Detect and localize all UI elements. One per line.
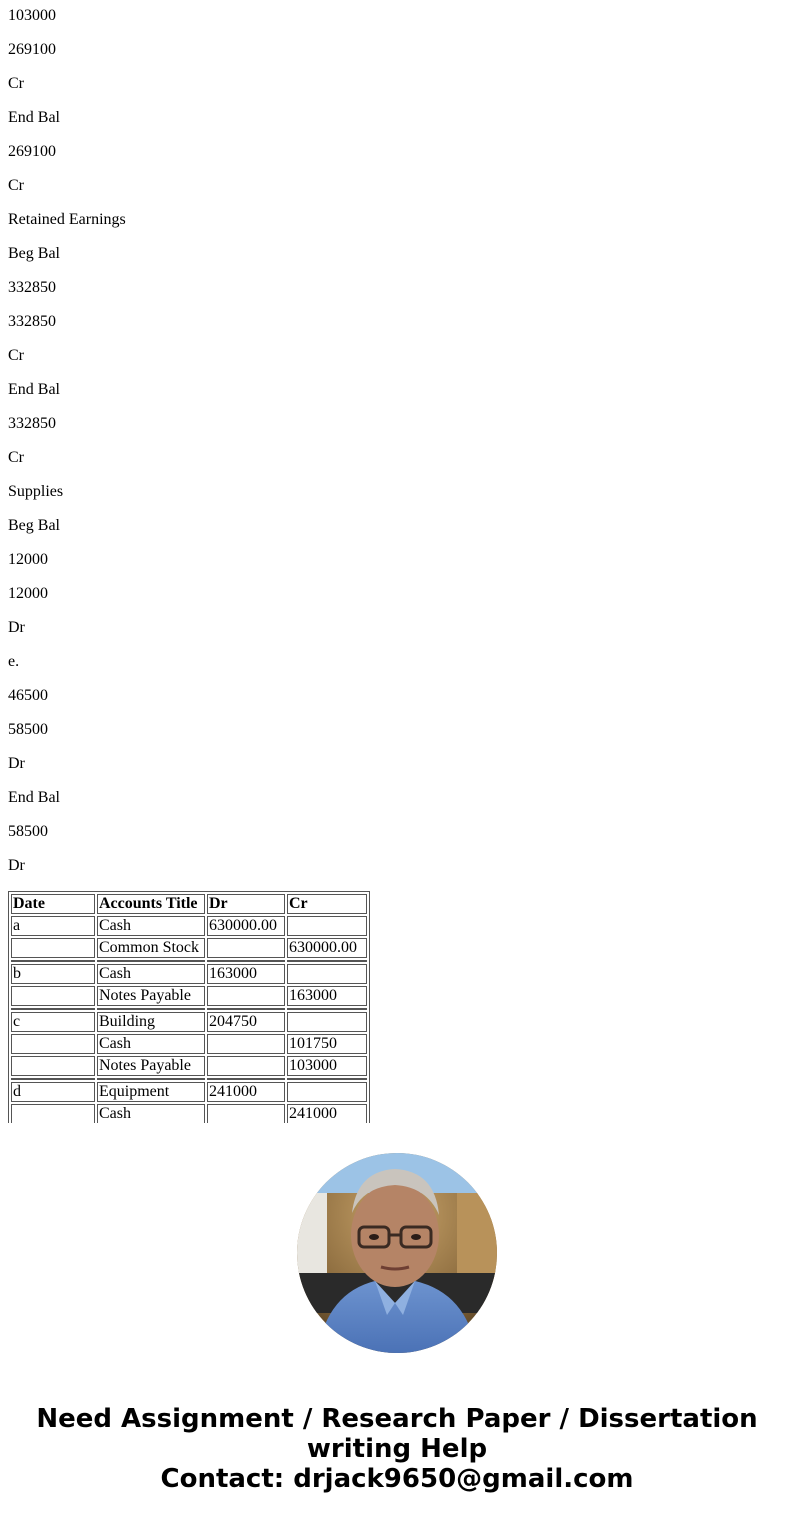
text-line: Beg Bal <box>8 517 60 534</box>
text-line: 269100 <box>8 41 56 58</box>
separator-cell <box>97 1008 205 1010</box>
cell-dr <box>207 938 285 958</box>
text-line: 58500 <box>8 721 48 738</box>
footer-line-1: Need Assignment / Research Paper / Dissertation <box>36 1404 758 1434</box>
text-line: 46500 <box>8 687 48 704</box>
text-line: 332850 <box>8 279 56 296</box>
cell-cr <box>287 1082 367 1102</box>
text-line: 12000 <box>8 551 48 568</box>
cell-account-title: Cash <box>97 1034 205 1054</box>
separator-cell <box>287 1078 367 1080</box>
cell-account-title: Cash <box>97 964 205 984</box>
text-line: 58500 <box>8 823 48 840</box>
table-row <box>11 938 367 958</box>
footer-promo <box>0 1404 794 1494</box>
header-cr: Cr <box>287 894 367 914</box>
cell-account-title: Cash <box>97 916 205 936</box>
cell-date <box>11 1056 95 1076</box>
separator-cell <box>207 960 285 962</box>
table-row <box>11 1082 367 1102</box>
table-row <box>11 1056 367 1076</box>
text-line: Cr <box>8 75 24 92</box>
text-line: 12000 <box>8 585 48 602</box>
table-header-row <box>11 894 367 914</box>
text-line: End Bal <box>8 109 60 126</box>
table-row <box>11 964 367 984</box>
separator-cell <box>207 1078 285 1080</box>
entry-separator <box>11 1008 367 1010</box>
text-line: e. <box>8 653 20 670</box>
header-date: Date <box>11 894 95 914</box>
cell-account-title: Common Stock <box>97 938 205 958</box>
text-line: 103000 <box>8 7 56 24</box>
cell-date: b <box>11 964 95 984</box>
separator-cell <box>11 960 95 962</box>
separator-cell <box>11 1078 95 1080</box>
cell-cr: 241000 <box>287 1104 367 1123</box>
cell-dr: 163000 <box>207 964 285 984</box>
cell-account-title: Notes Payable <box>97 986 205 1006</box>
text-line: Cr <box>8 177 24 194</box>
text-line: End Bal <box>8 381 60 398</box>
text-line: 269100 <box>8 143 56 160</box>
cell-date: c <box>11 1012 95 1032</box>
cell-dr: 241000 <box>207 1082 285 1102</box>
text-line: 332850 <box>8 313 56 330</box>
separator-cell <box>287 1008 367 1010</box>
cell-account-title: Equipment <box>97 1082 205 1102</box>
table-row <box>11 916 367 936</box>
cell-cr: 101750 <box>287 1034 367 1054</box>
cell-cr: 163000 <box>287 986 367 1006</box>
cell-cr: 103000 <box>287 1056 367 1076</box>
text-line: Dr <box>8 755 25 772</box>
table-row <box>11 1012 367 1032</box>
cell-cr <box>287 916 367 936</box>
text-line: Dr <box>8 857 25 874</box>
cell-cr <box>287 964 367 984</box>
cell-date <box>11 986 95 1006</box>
entry-separator <box>11 1078 367 1080</box>
cell-dr <box>207 1056 285 1076</box>
cell-cr: 630000.00 <box>287 938 367 958</box>
text-line: Cr <box>8 449 24 466</box>
footer-line-2: writing Help <box>306 1434 488 1464</box>
footer-contact: Contact: drjack9650@gmail.com <box>160 1464 634 1494</box>
cell-date: d <box>11 1082 95 1102</box>
cell-account-title: Cash <box>97 1104 205 1123</box>
cell-dr <box>207 986 285 1006</box>
journal-table <box>8 891 370 1123</box>
text-line: Retained Earnings <box>8 211 126 228</box>
separator-cell <box>11 1008 95 1010</box>
header-dr: Dr <box>207 894 285 914</box>
author-photo <box>297 1153 497 1353</box>
cell-account-title: Building <box>97 1012 205 1032</box>
text-line: Supplies <box>8 483 64 500</box>
cell-dr <box>207 1034 285 1054</box>
cell-date <box>11 1104 95 1123</box>
separator-cell <box>97 960 205 962</box>
journal-table-container <box>8 891 370 1123</box>
cell-date <box>11 1034 95 1054</box>
separator-cell <box>207 1008 285 1010</box>
ledger-text-lines <box>8 0 126 884</box>
cell-dr <box>207 1104 285 1123</box>
text-line: Beg Bal <box>8 245 60 262</box>
cell-account-title: Notes Payable <box>97 1056 205 1076</box>
text-line: 332850 <box>8 415 56 432</box>
entry-separator <box>11 960 367 962</box>
header-accounts-title: Accounts Title <box>97 894 205 914</box>
cell-date <box>11 938 95 958</box>
separator-cell <box>287 960 367 962</box>
cell-cr <box>287 1012 367 1032</box>
text-line: Cr <box>8 347 24 364</box>
table-row <box>11 1034 367 1054</box>
cell-dr: 630000.00 <box>207 916 285 936</box>
cell-dr: 204750 <box>207 1012 285 1032</box>
table-row <box>11 1104 367 1123</box>
text-line: Dr <box>8 619 25 636</box>
text-line: End Bal <box>8 789 60 806</box>
author-avatar <box>297 1153 497 1353</box>
table-row <box>11 986 367 1006</box>
cell-date: a <box>11 916 95 936</box>
separator-cell <box>97 1078 205 1080</box>
